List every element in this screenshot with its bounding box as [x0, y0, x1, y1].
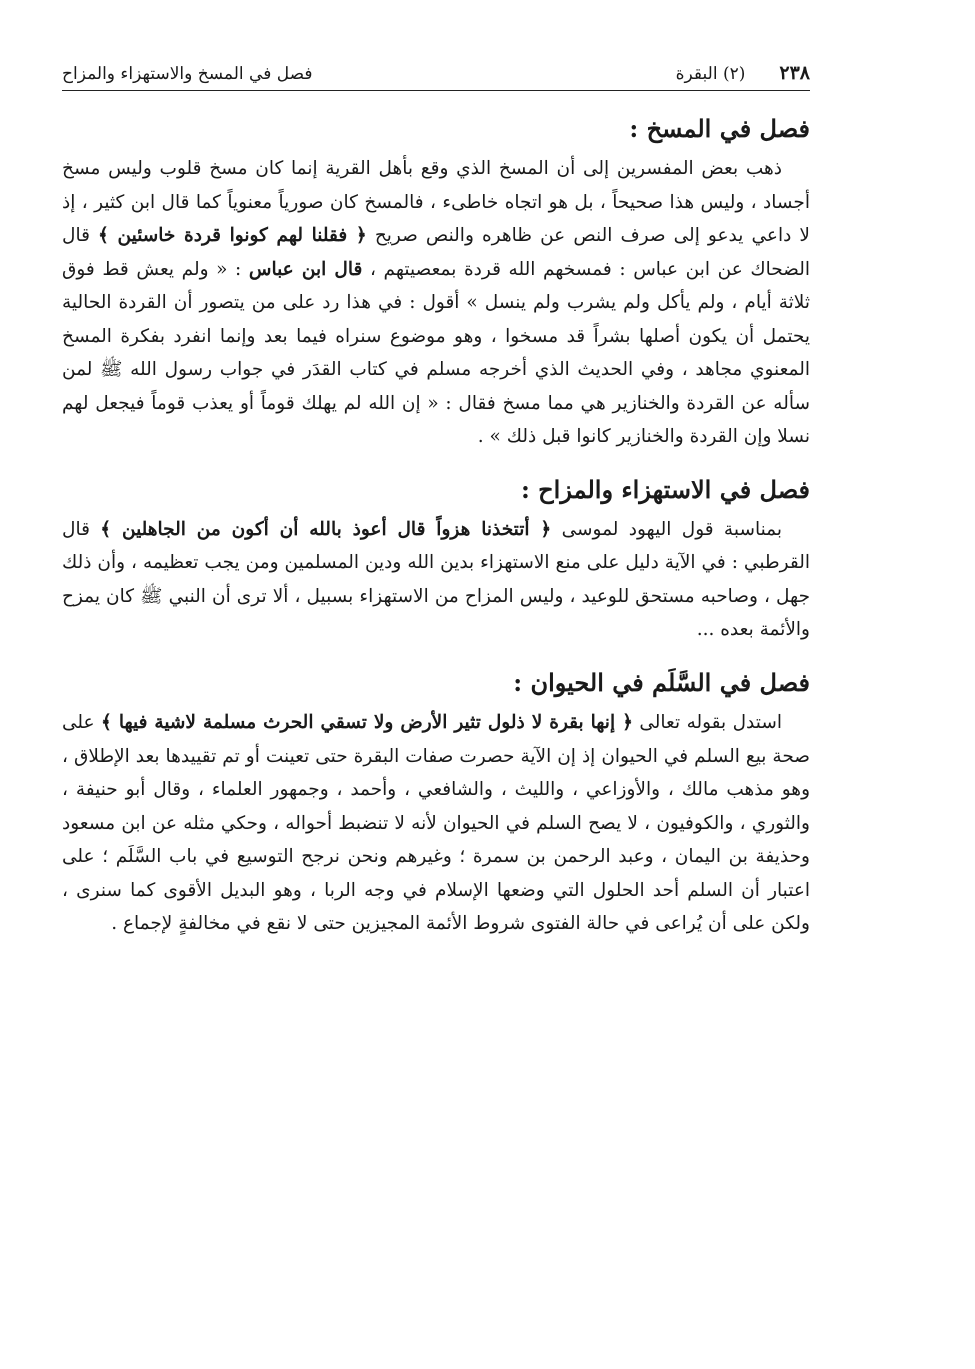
text-run: على صحة بيع السلم في الحيوان إذ إن الآية حصرت صفات البقرة حتى تعينت أو تم تقييدها بعد الإطلاق ، وهو مذهب مالك ، والأوزاعي ، والليث ، والشافعي ، وأحمد ، وجمهور العلماء ، وقال أبو حنيفة ، والثوري ، والكوفيون ، لا يصح السلم في الحيوان لأنه لا تنضبط أحواله ، وحكي مثله عن ابن مسعود وحذيفة بن اليمان ، وعبد الرحمن بن سمرة ؛ وغيرهم ونحن نرجح التوسيع في باب السَّلَم ؛ على اعتبار أن السلم أحد الحلول التي وضعها الإسلام في وجه الربا ، وهو البديل الأقوى كما سنرى ، ولكن على أن يُراعى في حالة الفتوى شروط الأئمة المجيزين حتى لا نقع في مخالفةٍ لإجماع . — [62, 712, 810, 935]
text-run: بمناسبة قول اليهود لموسى — [551, 518, 783, 540]
quran-quote: ﴿ فقلنا لهم كونوا قردة خاسئين ﴾ — [98, 225, 367, 247]
text-run: استدل بقوله تعالى — [632, 712, 782, 734]
text-run: ذهب بعض المفسرين إلى أن المسخ الذي وقع بأهل القرية إنما كان مسخ قلوب وليس مسخ أجساد ، وليس هذا صحيحاً ، بل هو اتجاه خاطىء ، فالمسخ كان صورياً معنوياً كما قال ابن كثير ، إذ لا داعي يدعو إلى صرف النص عن ظاهره والنص صريح — [62, 158, 810, 247]
section-body-maskh — [62, 152, 810, 454]
header-right-group — [676, 62, 810, 84]
quran-quote: ﴿ أتتخذنا هزواً قال أعوذ بالله أن أكون من الجاهلين ﴾ — [100, 518, 552, 540]
quran-quote: ﴿ إنها بقرة لا ذلول تثير الأرض ولا تسقي الحرث مسلمة لاشية فيها ﴾ — [101, 712, 633, 734]
running-title: فصل في المسخ والاستهزاء والمزاح — [62, 64, 313, 84]
running-header — [62, 62, 810, 91]
book-page — [62, 62, 810, 941]
surah-label: (٢) البقرة — [675, 64, 746, 84]
section-heading-istihza: فصل في الاستهزاء والمزاح : — [520, 474, 810, 504]
page-number: ٢٣٨ — [779, 62, 810, 84]
text-run: قال القرطبي : في الآية دليل على منع الاستهزاء بدين الله ودين المسلمين ومن يجب تعظيمه ، وأن ذلك جهل ، وصاحبه مستحق للوعيد ، وليس المزاح من الاستهزاء بسبيل ، ألا ترى أن النبي ﷺ كان يمزح والأئمة بعده ... — [62, 518, 810, 641]
section-body-salam — [62, 706, 810, 941]
section-heading-salam: فصل في السَّلَم في الحيوان : — [513, 667, 810, 697]
text-run: : « ولم يعش قط فوق ثلاثة أيام ، ولم يأكل ولم يشرب ولم ينسل » أقول : في هذا رد على من يتصور أن القردة الحالية يحتمل أن يكون أصلها بشراً قد مسخوا ، وهو موضوع سنراه فيما بعد وإنما انفرد بفكرة المسخ المعنوي مجاهد ، وفي الحديث الذي أخرجه مسلم في كتاب القدَر في جواب رسول الله ﷺ لمن سأله عن القردة والخنازير هي مما مسخ فقال : « إن الله لم يهلك قوماً أو يعذب قوماً فيجعل لهم نسلا وإن القردة والخنازير كانوا قبل ذلك » . — [62, 258, 810, 448]
section-heading-maskh: فصل في المسخ : — [629, 114, 810, 143]
text-run: قال الضحاك عن ابن عباس : فمسخهم الله قردة بمعصيتهم ، — [62, 225, 810, 280]
section-body-istihza — [62, 513, 810, 647]
bold-attribution: قال ابن عباس — [248, 258, 363, 280]
